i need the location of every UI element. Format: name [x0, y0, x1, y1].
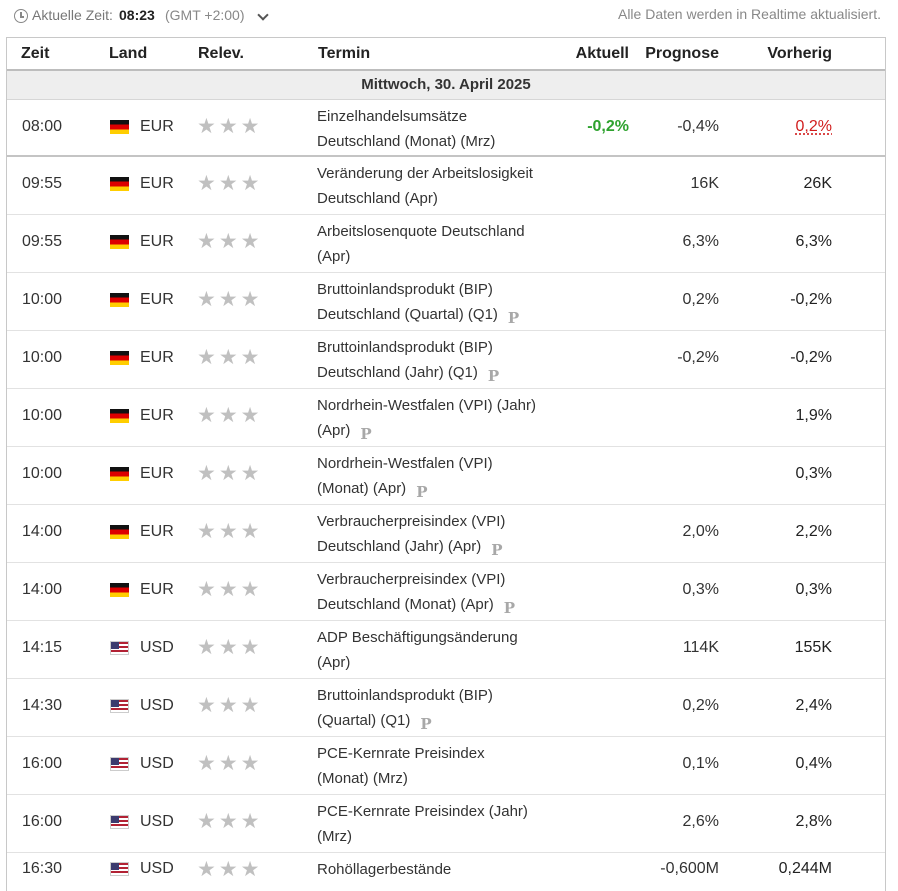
- header-country[interactable]: Land: [109, 45, 148, 62]
- currency-code: USD: [140, 813, 174, 830]
- event-name-line2: Deutschland (Quartal) (Q1): [317, 306, 498, 323]
- previous-value: 1,9%: [795, 407, 832, 424]
- star-icon: ★: [197, 520, 216, 543]
- current-time-label: Aktuelle Zeit:: [32, 7, 113, 23]
- actual-value: -0,2%: [587, 118, 629, 135]
- event-name-line1: Veränderung der Arbeitslosigkeit: [317, 165, 533, 182]
- star-icon: ★: [197, 636, 216, 659]
- table-row[interactable]: [7, 273, 885, 331]
- star-icon: ★: [218, 752, 238, 775]
- star-icon: ★: [218, 636, 238, 659]
- relevance-stars: [197, 521, 262, 543]
- forecast-value: 0,2%: [682, 697, 719, 714]
- header-previous[interactable]: Vorherig: [767, 45, 832, 62]
- event-name-line2: Deutschland (Jahr) (Q1): [317, 364, 478, 381]
- event-name-line2: Deutschland (Jahr) (Apr): [317, 538, 482, 555]
- currency-code: EUR: [140, 233, 174, 250]
- event-name[interactable]: [317, 683, 572, 737]
- star-icon: ★: [218, 288, 238, 311]
- event-name[interactable]: [317, 393, 572, 447]
- preliminary-p-icon[interactable]: P: [487, 367, 500, 385]
- star-icon: ★: [240, 115, 260, 138]
- preliminary-p-icon[interactable]: P: [503, 599, 516, 617]
- current-time-value: 08:23: [119, 7, 155, 23]
- star-icon: ★: [218, 810, 238, 833]
- event-time: 14:00: [22, 581, 63, 598]
- event-name[interactable]: [317, 161, 572, 211]
- relevance-stars: [197, 116, 262, 138]
- table-row[interactable]: [7, 563, 885, 621]
- previous-value: 155K: [794, 639, 832, 656]
- previous-value: 0,3%: [795, 581, 832, 598]
- relevance-stars: [197, 811, 262, 833]
- realtime-note: Alle Daten werden in Realtime aktualisiert.: [617, 6, 881, 22]
- star-icon: ★: [197, 752, 216, 775]
- event-name[interactable]: [317, 451, 572, 505]
- event-name-line1: Arbeitslosenquote Deutschland: [317, 223, 525, 240]
- previous-value: 0,244M: [778, 860, 832, 877]
- event-time: 10:00: [22, 349, 63, 366]
- previous-value: 26K: [803, 175, 832, 192]
- previous-value[interactable]: 0,2%: [795, 118, 832, 135]
- currency-code: USD: [140, 697, 174, 714]
- preliminary-p-icon[interactable]: P: [491, 541, 503, 559]
- event-name[interactable]: [317, 741, 572, 791]
- currency-code: EUR: [140, 118, 174, 135]
- currency-code: EUR: [140, 523, 174, 540]
- relevance-stars: [197, 173, 262, 195]
- forecast-value: 0,1%: [682, 755, 719, 772]
- event-name-line1: PCE-Kernrate Preisindex (Jahr): [317, 803, 528, 820]
- header-relevance[interactable]: Relev.: [198, 45, 244, 62]
- event-name-line2: (Monat) (Apr): [317, 480, 407, 497]
- forecast-value: 2,0%: [682, 523, 719, 540]
- star-icon: ★: [240, 462, 260, 485]
- previous-value: -0,2%: [790, 291, 832, 308]
- header-event[interactable]: Termin: [318, 45, 371, 62]
- economic-calendar-table: [6, 37, 886, 891]
- forecast-value: -0,4%: [677, 118, 719, 135]
- date-header: Mittwoch, 30. April 2025: [7, 71, 885, 100]
- event-name-line1: PCE-Kernrate Preisindex: [317, 745, 485, 762]
- table-row[interactable]: [7, 215, 885, 273]
- event-name-line2: (Mrz): [317, 828, 352, 845]
- flag-germany-icon: [110, 351, 129, 365]
- star-icon: ★: [240, 520, 260, 543]
- event-name-line2: (Quartal) (Q1): [317, 712, 411, 729]
- event-name-line2: (Apr): [317, 654, 351, 671]
- preliminary-p-icon[interactable]: P: [420, 715, 432, 733]
- event-name-line1: Verbraucherpreisindex (VPI): [317, 513, 506, 530]
- star-icon: ★: [218, 115, 238, 138]
- forecast-value: 114K: [682, 639, 719, 656]
- currency-code: USD: [140, 639, 174, 656]
- top-bar: [0, 0, 898, 34]
- star-icon: ★: [240, 636, 260, 659]
- event-time: 10:00: [22, 407, 63, 424]
- event-time: 10:00: [22, 291, 63, 308]
- previous-value: 0,3%: [795, 465, 832, 482]
- table-row[interactable]: [7, 795, 885, 853]
- clock-icon: [14, 9, 28, 23]
- star-icon: ★: [197, 462, 216, 485]
- event-name-line1: Verbraucherpreisindex (VPI): [317, 571, 506, 588]
- relevance-stars: [197, 579, 262, 601]
- flag-germany-icon: [110, 525, 129, 539]
- star-icon: ★: [197, 858, 216, 881]
- table-row[interactable]: [7, 100, 885, 157]
- event-time: 16:00: [22, 813, 63, 830]
- relevance-stars: [197, 463, 262, 485]
- flag-germany-icon: [110, 293, 129, 307]
- event-time: 10:00: [22, 465, 63, 482]
- flag-germany-icon: [110, 235, 129, 249]
- star-icon: ★: [240, 346, 260, 369]
- star-icon: ★: [240, 752, 260, 775]
- forecast-value: 0,3%: [682, 581, 719, 598]
- flag-germany-icon: [110, 409, 129, 423]
- star-icon: ★: [197, 404, 216, 427]
- event-name-line2: (Apr): [317, 248, 351, 265]
- previous-value: -0,2%: [790, 349, 832, 366]
- star-icon: ★: [218, 858, 238, 881]
- star-icon: ★: [218, 462, 238, 485]
- forecast-value: 0,2%: [682, 291, 719, 308]
- event-name-line1: Einzelhandelsumsätze: [317, 108, 468, 125]
- star-icon: ★: [218, 520, 238, 543]
- currency-code: USD: [140, 755, 174, 772]
- currency-code: EUR: [140, 291, 174, 308]
- table-row[interactable]: [7, 737, 885, 795]
- relevance-stars: [197, 695, 262, 717]
- relevance-stars: [197, 289, 262, 311]
- event-name-line1: ADP Beschäftigungsänderung: [317, 629, 518, 646]
- star-icon: ★: [240, 230, 260, 253]
- event-name[interactable]: [317, 104, 572, 154]
- event-name[interactable]: [317, 335, 572, 389]
- flag-germany-icon: [110, 467, 129, 481]
- event-name-line2: Deutschland (Monat) (Mrz): [317, 133, 496, 150]
- table-row[interactable]: [7, 331, 885, 389]
- event-time: 16:00: [22, 755, 63, 772]
- star-icon: ★: [197, 346, 216, 369]
- flag-usa-icon: [110, 757, 129, 771]
- currency-code: EUR: [140, 175, 174, 192]
- star-icon: ★: [218, 346, 238, 369]
- flag-germany-icon: [110, 177, 129, 191]
- event-name-line1: Bruttoinlandsprodukt (BIP): [317, 281, 493, 298]
- event-time: 14:00: [22, 523, 63, 540]
- preliminary-p-icon[interactable]: P: [416, 483, 428, 501]
- event-time: 09:55: [22, 233, 63, 250]
- previous-value: 2,8%: [795, 813, 832, 830]
- star-icon: ★: [240, 172, 260, 195]
- star-icon: ★: [218, 694, 238, 717]
- event-time: 16:30: [22, 860, 63, 877]
- forecast-value: 16K: [690, 175, 719, 192]
- event-time: 09:55: [22, 175, 63, 192]
- star-icon: ★: [240, 288, 260, 311]
- relevance-stars: [197, 231, 262, 253]
- event-time: 14:15: [22, 639, 63, 656]
- event-name[interactable]: [317, 857, 572, 882]
- star-icon: ★: [197, 172, 216, 195]
- table-row[interactable]: [7, 621, 885, 679]
- flag-usa-icon: [110, 815, 129, 829]
- flag-usa-icon: [110, 641, 129, 655]
- event-time: 14:30: [22, 697, 63, 714]
- currency-code: EUR: [140, 465, 174, 482]
- event-name-line1: Nordrhein-Westfalen (VPI) (Jahr): [317, 397, 536, 414]
- table-row[interactable]: [7, 157, 885, 215]
- relevance-stars: [197, 405, 262, 427]
- event-name-line1: Rohöllagerbestände: [317, 861, 452, 878]
- event-name-line1: Bruttoinlandsprodukt (BIP): [317, 687, 493, 704]
- event-name[interactable]: [317, 799, 572, 849]
- star-icon: ★: [197, 810, 216, 833]
- flag-germany-icon: [110, 120, 129, 134]
- previous-value: 0,4%: [795, 755, 832, 772]
- event-name[interactable]: [317, 219, 572, 269]
- preliminary-p-icon[interactable]: P: [507, 309, 520, 327]
- flag-usa-icon: [110, 862, 129, 876]
- event-name-line2: Deutschland (Apr): [317, 190, 438, 207]
- relevance-stars: [197, 347, 262, 369]
- star-icon: ★: [240, 578, 260, 601]
- star-icon: ★: [240, 858, 260, 881]
- star-icon: ★: [218, 230, 238, 253]
- table-header: [7, 38, 885, 71]
- table-row[interactable]: [7, 853, 885, 891]
- table-row[interactable]: [7, 505, 885, 563]
- star-icon: ★: [218, 404, 238, 427]
- flag-germany-icon: [110, 583, 129, 597]
- header-time[interactable]: Zeit: [21, 45, 50, 62]
- header-actual[interactable]: Aktuell: [575, 45, 629, 62]
- table-row[interactable]: [7, 679, 885, 737]
- forecast-value: -0,2%: [677, 349, 719, 366]
- event-name-line2: (Monat) (Mrz): [317, 770, 408, 787]
- star-icon: ★: [240, 810, 260, 833]
- forecast-value: 6,3%: [682, 233, 719, 250]
- event-time: 08:00: [22, 118, 63, 135]
- event-name-line2: (Apr): [317, 422, 351, 439]
- table-row[interactable]: [7, 389, 885, 447]
- previous-value: 6,3%: [795, 233, 832, 250]
- event-name-line1: Bruttoinlandsprodukt (BIP): [317, 339, 493, 356]
- currency-code: EUR: [140, 407, 174, 424]
- timezone-selector[interactable]: (GMT +2:00): [165, 7, 245, 23]
- currency-code: USD: [140, 860, 174, 877]
- relevance-stars: [197, 637, 262, 659]
- relevance-stars: [197, 859, 262, 881]
- header-forecast[interactable]: Prognose: [645, 45, 719, 62]
- star-icon: ★: [197, 288, 216, 311]
- currency-code: EUR: [140, 581, 174, 598]
- previous-value: 2,4%: [795, 697, 832, 714]
- star-icon: ★: [240, 694, 260, 717]
- star-icon: ★: [240, 404, 260, 427]
- event-name[interactable]: [317, 625, 572, 675]
- star-icon: ★: [197, 578, 216, 601]
- star-icon: ★: [197, 230, 216, 253]
- event-name[interactable]: [317, 509, 572, 563]
- preliminary-p-icon[interactable]: P: [360, 425, 372, 443]
- star-icon: ★: [218, 172, 238, 195]
- previous-value: 2,2%: [795, 523, 832, 540]
- relevance-stars: [197, 753, 262, 775]
- event-name-line2: Deutschland (Monat) (Apr): [317, 596, 494, 613]
- forecast-value: -0,600M: [660, 860, 719, 877]
- event-name[interactable]: [317, 567, 572, 621]
- table-row[interactable]: [7, 447, 885, 505]
- event-name-line1: Nordrhein-Westfalen (VPI): [317, 455, 493, 472]
- star-icon: ★: [218, 578, 238, 601]
- star-icon: ★: [197, 694, 216, 717]
- star-icon: ★: [197, 115, 216, 138]
- forecast-value: 2,6%: [682, 813, 719, 830]
- flag-usa-icon: [110, 699, 129, 713]
- table-body: [7, 100, 885, 891]
- chevron-down-icon[interactable]: [257, 9, 268, 20]
- event-name[interactable]: [317, 277, 572, 331]
- currency-code: EUR: [140, 349, 174, 366]
